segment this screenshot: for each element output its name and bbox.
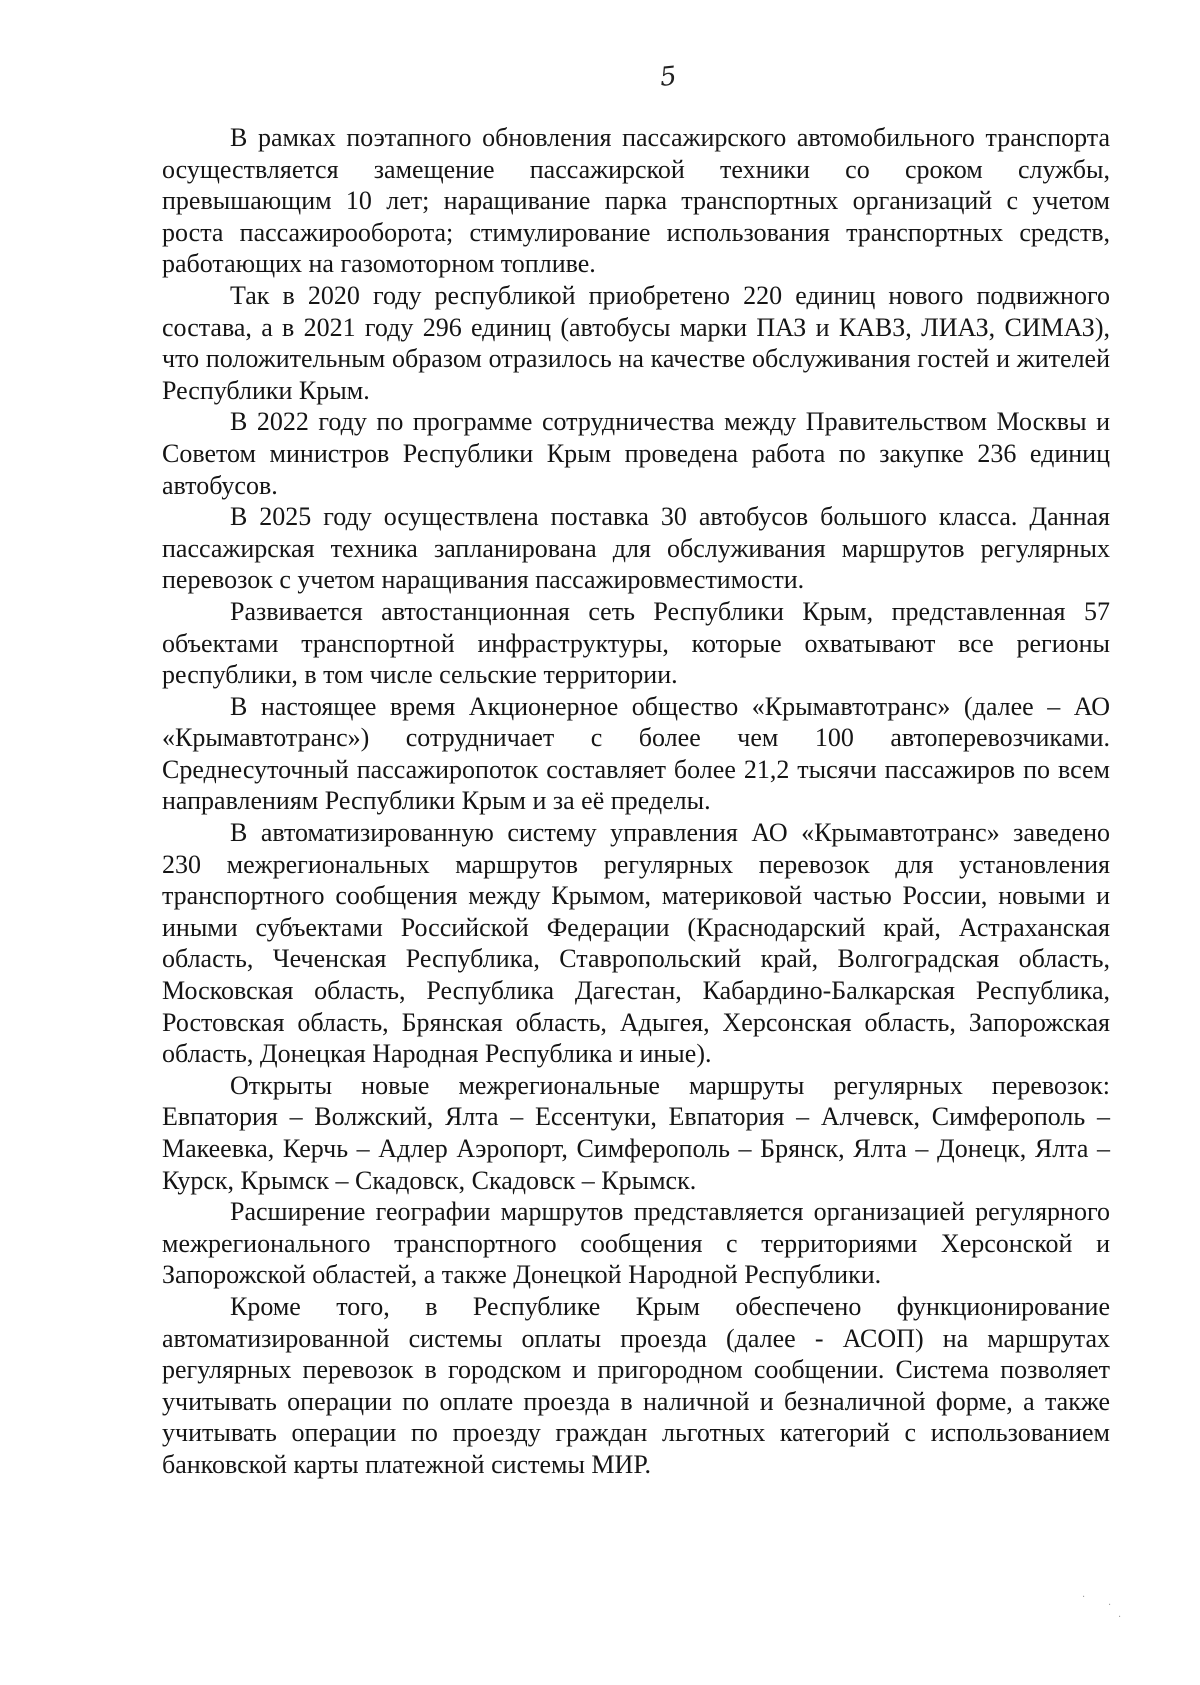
paragraph: В настоящее время Акционерное общество «Крымавтотранс» (далее – АО «Крымавтотранс») сотрудничает с более чем 100 автоперевозчиками. Среднесуточный пассажиропоток составляет более 21,2 тысячи пассажиров по всем направлениям Республики Крым и за её пределы.: [162, 691, 1110, 816]
paragraph: Кроме того, в Республике Крым обеспечено функционирование автоматизированной системы оплаты проезда (далее - АСОП) на маршрутах регулярных перевозок в городском и пригородном сообщении. Система позволяет учитывать операции по оплате проезда в наличной и безналичной форме, а также учитывать операции по проезду граждан льготных категорий с использованием банковской карты платежной системы МИР.: [162, 1291, 1110, 1479]
paragraph: Развивается автостанционная сеть Республики Крым, представленная 57 объектами транспортной инфраструктуры, которые охватывают все регионы республики, в том числе сельские территории.: [162, 596, 1110, 690]
scan-speck: ·: [1118, 1612, 1122, 1623]
paragraph: В автоматизированную систему управления АО «Крымавтотранс» заведено 230 межрегиональных маршрутов регулярных перевозок для установления транспортного сообщения между Крымом, материковой частью России, новыми и иными субъектами Российской Федерации (Краснодарский край, Астраханская область, Чеченская Республика, Ставропольский край, Волгоградская область, Московская область, Республика Дагестан, Кабардино-Балкарская Республика, Ростовская область, Брянская область, Адыгея, Херсонская область, Запорожская область, Донецкая Народная Республика и иные).: [162, 818, 1110, 1069]
scan-speck: ·: [1082, 1592, 1086, 1603]
scan-speck: ·: [1108, 1600, 1112, 1611]
paragraph: В рамках поэтапного обновления пассажирского автомобильного транспорта осуществляется замещение пассажирской техники со сроком службы, превышающим 10 лет; наращивание парка транспортных организаций с учетом роста пассажирооборота; стимулирование использования транспортных средств, работающих на газомоторном топливе.: [162, 123, 1110, 279]
document-body: [162, 122, 1110, 1481]
paragraph: Расширение географии маршрутов представляется организацией регулярного межрегионального транспортного сообщения с территориями Херсонской и Запорожской областей, а также Донецкой Народной Республики.: [162, 1197, 1110, 1290]
paragraph: Открыты новые межрегиональные маршруты регулярных перевозок: Евпатория – Волжский, Ялта – Ессентуки, Евпатория – Алчевск, Симферополь – Макеевка, Керчь – Адлер Аэропорт, Симферополь – Брянск, Ялта – Донецк, Ялта – Курск, Крымск – Скадовск, Скадовск – Крымск.: [162, 1070, 1110, 1195]
paragraph: В 2022 году по программе сотрудничества между Правительством Москвы и Советом министров Республики Крым проведена работа по закупке 236 единиц автобусов.: [162, 407, 1110, 500]
paragraph: В 2025 году осуществлена поставка 30 автобусов большого класса. Данная пассажирская техника запланирована для обслуживания маршрутов регулярных перевозок с учетом наращивания пассажировместимости.: [162, 502, 1110, 595]
page-number: 5: [658, 61, 679, 93]
paragraph: Так в 2020 году республикой приобретено 220 единиц нового подвижного состава, а в 2021 году 296 единиц (автобусы марки ПАЗ и КАВЗ, ЛИАЗ, СИМАЗ), что положительным образом отразилось на качестве обслуживания гостей и жителей Республики Крым.: [162, 280, 1110, 405]
